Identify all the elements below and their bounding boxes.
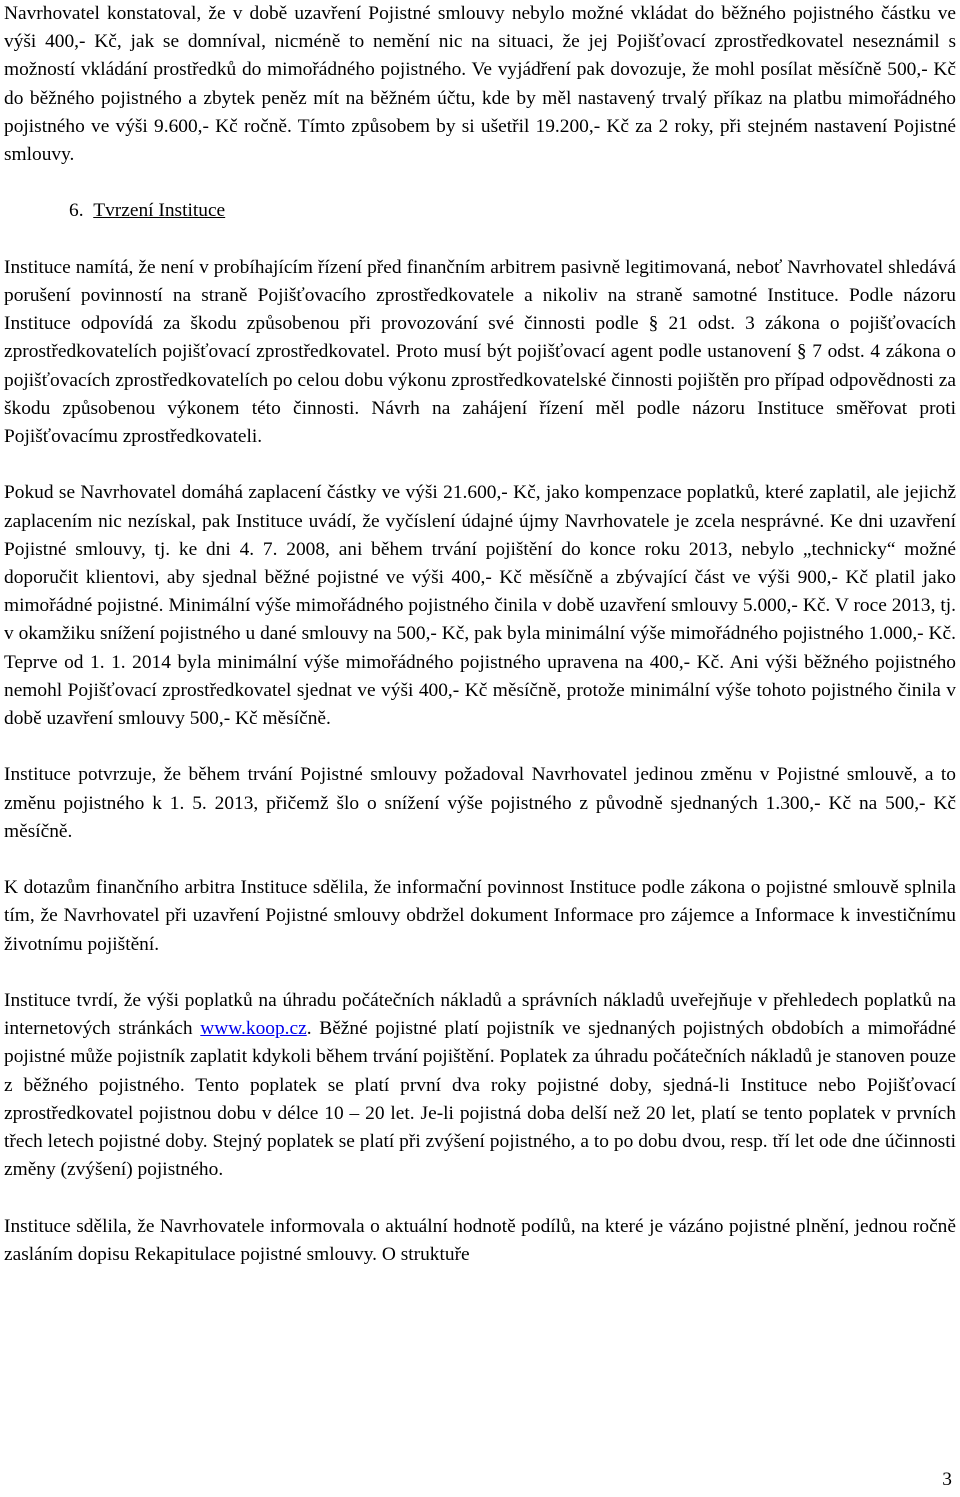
page-number: 3 xyxy=(942,1469,952,1490)
paragraph-hodnota-podilu: Instituce sdělila, že Navrhovatele informovala o aktuální hodnotě podílů, na které je vázáno pojistné plnění, jednou ročně zasláním dopisu Rekapitulace pojistné smlouvy. O struktuře xyxy=(4,1215,956,1265)
paragraph-poplatky xyxy=(4,987,956,1184)
paragraph-navrhovatel-konstatoval: Navrhovatel konstatoval, že v době uzavření Pojistné smlouvy nebylo možné vkládat do běžného pojistného částku ve výši 400,- Kč, jak se domníval, nicméně to nemění nic na situaci, že jej Pojišťovací zprostředkovatel neseznámil s možností vkládání prostředků do mimořádného pojistného. Ve vyjádření pak dovozuje, že mohl posílat měsíčně 500,- Kč do běžného pojistného a zbytek peněz mít na běžném účtu, kde by měl nastavený trvalý příkaz na platbu mimořádného pojistného ve výši 9.600,- Kč ročně. Tímto způsobem by si ušetřil 19.200,- Kč za 2 roky, při stejném nastavení Pojistné smlouvy. xyxy=(4,3,956,166)
paragraph-zmena-smlouvy: Instituce potvrzuje, že během trvání Pojistné smlouvy požadoval Navrhovatel jedinou změnu v Pojistné smlouvě, a to změnu pojistného k 1. 5. 2013, přičemž šlo o snížení výše pojistného z původně sjednaných 1.300,- Kč na 500,- Kč měsíčně. xyxy=(4,764,956,842)
section-title: Tvrzení Instituce xyxy=(93,200,226,222)
poplatky-text-start: Instituce tvrdí, že výši poplatků na úhradu počátečních nákladů a správních nákladů uveřejňuje v přehledech poplatků na internetových stránkách xyxy=(4,990,956,1040)
section-heading-tvrzeni-instituce xyxy=(69,197,956,225)
paragraph-kompenzace-poplatku: Pokud se Navrhovatel domáhá zaplacení částky ve výši 21.600,- Kč, jako kompenzace poplatků, které zaplatil, ale jejichž zaplacením nic nezískal, pak Instituce uvádí, že vyčíslení údajné újmy Navrhovatele je zcela nesprávné. Ke dni uzavření Pojistné smlouvy, tj. ke dni 4. 7. 2008, ani během trvání pojištění do konce roku 2013, nebylo „technicky“ možné doporučit klientovi, aby sjednal běžné pojistné ve výši 400,- Kč měsíčně a zbývající část ve výši 900,- Kč platil jako mimořádné pojistné. Minimální výše mimořádného pojistného činila v době uzavření smlouvy 5.000,- Kč. V roce 2013, tj. v okamžiku snížení pojistného u dané smlouvy na 500,- Kč, pak byla minimální výše mimořádného pojistného 1.000,- Kč. Teprve od 1. 1. 2014 byla minimální výše mimořádného pojistného upravena na 400,- Kč. Ani výši běžného pojistného nemohl Pojišťovací zprostředkovatel sjednat ve výši 400,- Kč měsíčně, protože minimální výše tohoto pojistného činila v době uzavření smlouvy 500,- Kč měsíčně. xyxy=(4,482,956,730)
poplatky-text-end: . Běžné pojistné platí pojistník ve sjednaných pojistných obdobích a mimořádné pojistné může pojistník zaplatit kdykoli během trvání pojištění. Poplatek za úhradu počátečních nákladů je stanoven pouze z běžného pojistného. Tento poplatek se platí první dva roky pojistné doby, sjedná-li Instituce nebo Pojišťovací zprostředkovatel pojistnou dobu v délce 10 – 20 let. Je-li pojistná doba delší než 20 let, platí se tento poplatek v prvních třech letech pojistné doby. Stejný poplatek se platí při zvýšení pojistného, a to po dobu dvou, resp. tří let ode dne účinnosti změny (zvýšení) pojistného. xyxy=(4,1018,956,1181)
paragraph-informacni-povinnost: K dotazům finančního arbitra Instituce sdělila, že informační povinnost Instituce podle zákona o pojistné smlouvě splnila tím, že Navrhovatel při uzavření Pojistné smlouvy obdržel dokument Informace pro zájemce a Informace k investičnímu životnímu pojištění. xyxy=(4,877,956,955)
section-number: 6. xyxy=(69,200,84,222)
koop-website-link[interactable]: www.koop.cz xyxy=(200,1018,307,1040)
paragraph-pasivni-legitimace: Instituce namítá, že není v probíhajícím řízení před finančním arbitrem pasivně legitimovaná, neboť Navrhovatel shledává porušení povinností na straně Pojišťovacího zprostředkovatele a nikoliv na straně samotné Instituce. Podle názoru Instituce odpovídá za škodu způsobenou při provozování své činnosti podle § 21 odst. 3 zákona o pojišťovacích zprostředkovatelích pojišťovací zprostředkovatel. Proto musí být pojišťovací agent podle ustanovení § 7 odst. 4 zákona o pojišťovacích zprostředkovatelích po celou dobu výkonu zprostředkovatelské činnosti pojištěn pro případ odpovědnosti za škodu způsobenou výkonem této činnosti. Návrh na zahájení řízení měl podle názoru Instituce směřovat proti Pojišťovacímu zprostředkovateli. xyxy=(4,256,956,448)
document-page xyxy=(4,0,956,1269)
